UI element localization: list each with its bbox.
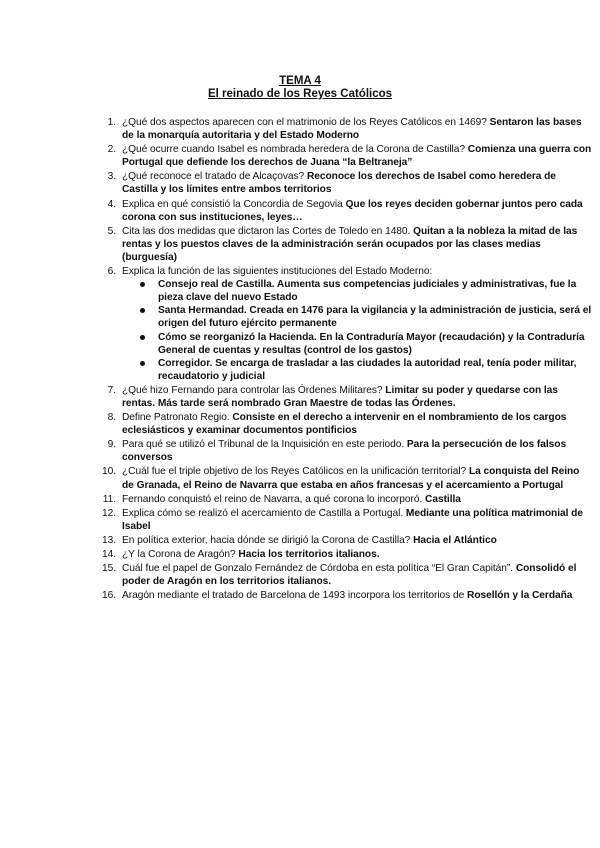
- question-text: Explica la función de las siguientes instituciones del Estado Moderno:: [122, 266, 433, 278]
- list-item-6: [107, 265, 592, 383]
- item-number: 14.: [101, 549, 116, 560]
- institutions-list: [122, 278, 592, 383]
- question-text: Define Patronato Regio.: [122, 412, 230, 424]
- answer-text: Quitan a la nobleza la mitad de las rentas y los puestos claves de la administración serán ocupados por las clases medias (burguesía): [122, 225, 578, 263]
- item-number: 7.: [107, 384, 116, 396]
- doc-title: TEMA 4: [279, 75, 321, 87]
- institution-item: [158, 278, 592, 304]
- item-number: 4.: [107, 198, 116, 210]
- answer-text: Consolidó el poder de Aragón en los territorios italianos.: [122, 563, 577, 588]
- item-number: 9.: [107, 439, 116, 451]
- institution-text: Consejo real de Castilla. Aumenta sus competencias judiciales y administrativas, fue la pieza clave del nuevo Estado: [158, 279, 577, 304]
- answer-text: Hacia los territorios italianos.: [238, 549, 380, 560]
- institution-item: [158, 331, 592, 357]
- doc-subtitle: El reinado de los Reyes Católicos: [207, 88, 393, 100]
- question-text: ¿Qué hizo Fernando para controlar las Órdenes Militares?: [122, 384, 383, 396]
- list-item-10: [101, 465, 592, 491]
- answer-text: Sentaron las bases de la monarquía autoritaria y del Estado Moderno: [122, 117, 582, 142]
- answer-text: Comienza una guerra con Portugal que defiende los derechos de Juana “la Beltraneja”: [122, 144, 592, 169]
- question-text: ¿Cuál fue el triple objetivo de los Reyes Católicos en la unificación territorial?: [122, 466, 467, 478]
- question-text: Explica cómo se realizó el acercamiento de Castilla a Portugal.: [122, 507, 404, 519]
- list-item-4: [107, 198, 592, 224]
- answer-text: Hacia el Atlántico: [413, 534, 497, 546]
- answer-text: Rosellón y la Cerdaña: [467, 590, 573, 602]
- answer-text: La conquista del Reino de Granada, el Reino de Navarra que estaba en años francesas y el acercamiento a Portugal: [122, 466, 580, 491]
- question-text: ¿Qué reconoce el tratado de Alcaçovas?: [122, 171, 305, 183]
- question-text: ¿Y la Corona de Aragón?: [122, 549, 236, 560]
- item-number: 12.: [101, 507, 116, 519]
- item-number: 5.: [107, 225, 116, 237]
- item-number: 16.: [101, 590, 116, 602]
- list-item-12: [101, 507, 592, 533]
- answer-text: Reconoce los derechos de Isabel como heredera de Castilla y los límites entre ambos territorios: [122, 171, 556, 196]
- list-item-13: [101, 534, 592, 547]
- question-text: Cuál fue el papel de Gonzalo Fernández de Córdoba en esta política “El Gran Capitán”.: [122, 563, 514, 575]
- item-number: 13.: [101, 534, 116, 546]
- question-text: Aragón mediante el tratado de Barcelona de 1493 incorpora los territorios de: [122, 590, 465, 602]
- question-text: Explica en qué consistió la Concordia de Segovia: [122, 198, 343, 210]
- bullet-icon: [140, 335, 145, 340]
- list-item-5: [107, 225, 592, 264]
- list-item-2: [107, 143, 592, 169]
- institution-item: [158, 304, 592, 330]
- list-item-16: [101, 589, 592, 602]
- question-text: ¿Qué ocurre cuando Isabel es nombrada heredera de la Corona de Castilla?: [122, 144, 465, 156]
- bullet-icon: [140, 361, 145, 366]
- list-item-14: [101, 548, 592, 561]
- question-list: [101, 116, 592, 602]
- item-number: 11.: [102, 493, 116, 505]
- item-number: 6.: [107, 266, 116, 278]
- item-number: 1.: [107, 117, 116, 128]
- item-number: 3.: [107, 171, 116, 183]
- item-number: 15.: [101, 563, 116, 575]
- list-item-15: [101, 562, 592, 588]
- answer-text: Limitar su poder y quedarse con las rentas. Más tarde será nombrado Gran Maestre de todas las Órdenes.: [122, 384, 558, 409]
- answer-text: Mediante una política matrimonial de Isabel: [122, 507, 583, 532]
- institution-text: Cómo se reorganizó la Hacienda. En la Contraduría Mayor (recaudación) y la Contraduría General de cuentas y resultas (control de los gastos): [158, 331, 585, 356]
- bullet-icon: [140, 308, 145, 313]
- header: [0, 75, 600, 101]
- list-item-8: [107, 411, 592, 437]
- question-text: En política exterior, hacia dónde se dirigió la Corona de Castilla?: [122, 534, 411, 546]
- list-item-11: [102, 493, 592, 506]
- question-text: ¿Qué dos aspectos aparecen con el matrimonio de los Reyes Católicos en 1469?: [122, 117, 487, 128]
- list-item-1: [107, 116, 592, 142]
- answer-text: Castilla: [425, 493, 461, 505]
- answer-text: Que los reyes deciden gobernar juntos pero cada corona con sus instituciones, leyes…: [122, 198, 583, 223]
- list-item-3: [107, 170, 592, 196]
- list-item-7: [107, 384, 592, 410]
- question-text: Para qué se utilizó el Tribunal de la Inquisición en este periodo.: [122, 439, 405, 451]
- item-number: 2.: [107, 144, 116, 156]
- list-item-9: [107, 438, 592, 464]
- institution-text: Corregidor. Se encarga de trasladar a las ciudades la autoridad real, tenía poder militar, recaudatorio y judicial: [158, 357, 577, 382]
- bullet-icon: [140, 282, 145, 287]
- question-text: Fernando conquistó el reino de Navarra, a qué corona lo incorporó.: [122, 493, 423, 505]
- question-text: Cita las dos medidas que dictaron las Cortes de Toledo en 1480.: [122, 225, 411, 237]
- answer-text: Consiste en el derecho a intervenir en el nombramiento de los cargos eclesiásticos y examinar documentos pontificios: [122, 412, 567, 437]
- item-number: 10.: [101, 466, 116, 478]
- answer-text: Para la persecución de los falsos conversos: [122, 439, 567, 464]
- institution-text: Santa Hermandad. Creada en 1476 para la vigilancia y la administración de justicia, será el origen del futuro ejército permanente: [158, 305, 592, 330]
- institution-item: [158, 357, 592, 383]
- item-number: 8.: [107, 412, 116, 424]
